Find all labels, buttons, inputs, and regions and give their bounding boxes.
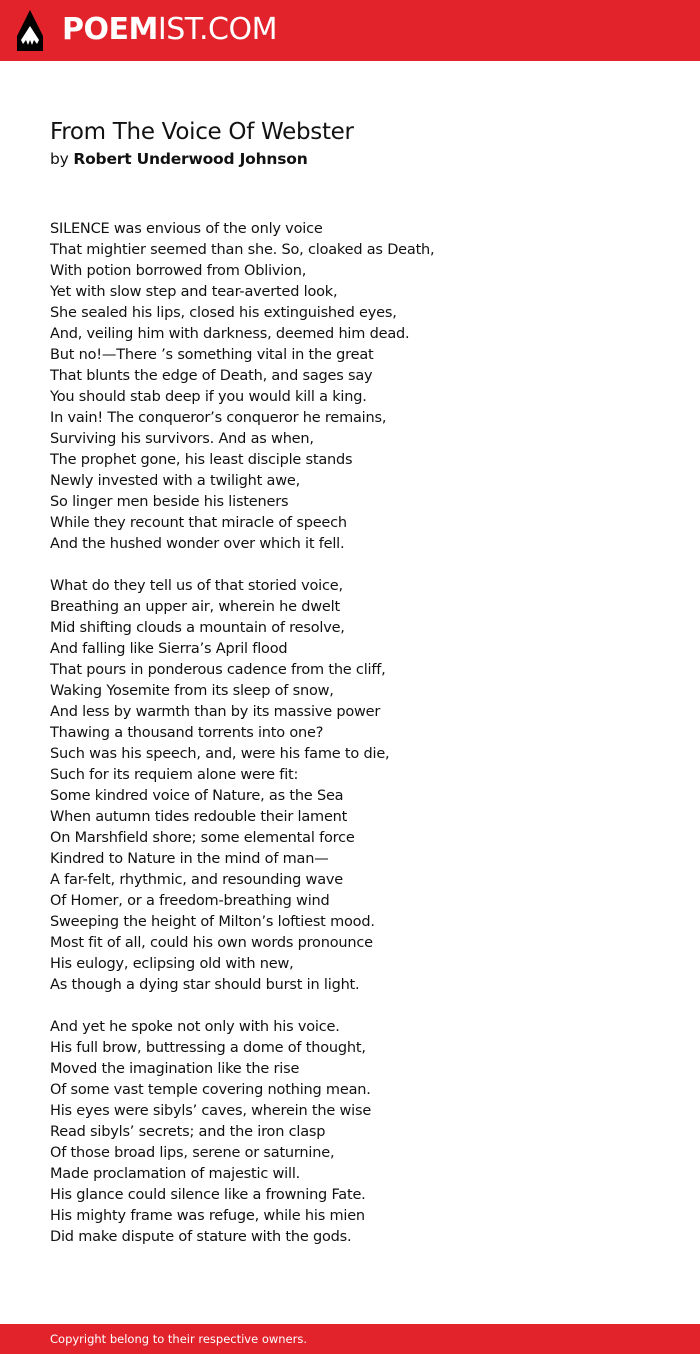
poem-line: That mightier seemed than she. So, cloaked as Death, xyxy=(50,242,435,258)
byline-prefix: by xyxy=(50,150,69,168)
poem-line: You should stab deep if you would kill a king. xyxy=(50,389,367,405)
poem-line: She sealed his lips, closed his extinguished eyes, xyxy=(50,305,397,321)
poem-line: His mighty frame was refuge, while his mien xyxy=(50,1208,365,1224)
poem-line: So linger men beside his listeners xyxy=(50,494,289,510)
poem-line: Such was his speech, and, were his fame to die, xyxy=(50,746,390,762)
poem-stanza xyxy=(50,576,670,996)
byline xyxy=(50,148,308,170)
poem-line: The prophet gone, his least disciple stands xyxy=(50,452,353,468)
poem-line: Newly invested with a twilight awe, xyxy=(50,473,300,489)
logo-text-bold: POEM xyxy=(62,12,158,47)
site-logo-link[interactable] xyxy=(62,12,277,48)
poem-line: And yet he spoke not only with his voice. xyxy=(50,1019,340,1035)
poem-line: And the hushed wonder over which it fell. xyxy=(50,536,345,552)
poem-line: But no!—There ’s something vital in the great xyxy=(50,347,374,363)
poem-line: Kindred to Nature in the mind of man— xyxy=(50,851,329,867)
poem-line: Sweeping the height of Milton’s loftiest mood. xyxy=(50,914,375,930)
poem-line: Such for its requiem alone were fit: xyxy=(50,767,299,783)
poem-line: While they recount that miracle of speech xyxy=(50,515,347,531)
poem-line: Read sibyls’ secrets; and the iron clasp xyxy=(50,1124,326,1140)
poem-line: Waking Yosemite from its sleep of snow, xyxy=(50,683,334,699)
poem-line: And falling like Sierra’s April flood xyxy=(50,641,288,657)
logo-text-rest: IST.COM xyxy=(157,12,277,47)
poem-line: Surviving his survivors. And as when, xyxy=(50,431,314,447)
poem-line: And less by warmth than by its massive power xyxy=(50,704,381,720)
poem-line: His eulogy, eclipsing old with new, xyxy=(50,956,294,972)
poem-line: Yet with slow step and tear-averted look, xyxy=(50,284,338,300)
poem-line: And, veiling him with darkness, deemed him dead. xyxy=(50,326,410,342)
poem-line: When autumn tides redouble their lament xyxy=(50,809,348,825)
poem-line: Thawing a thousand torrents into one? xyxy=(50,725,324,741)
poem-line: His glance could silence like a frowning Fate. xyxy=(50,1187,366,1203)
poem-line: Did make dispute of stature with the gods. xyxy=(50,1229,352,1245)
site-footer xyxy=(0,1324,700,1354)
poem-line: SILENCE was envious of the only voice xyxy=(50,221,323,237)
poem-line: Of Homer, or a freedom-breathing wind xyxy=(50,893,330,909)
poem-stanza xyxy=(50,1017,670,1248)
poem-line: What do they tell us of that storied voice, xyxy=(50,578,343,594)
site-header xyxy=(0,0,700,61)
poem-line: That pours in ponderous cadence from the cliff, xyxy=(50,662,386,678)
poem-body xyxy=(50,219,670,1269)
poem-line: His full brow, buttressing a dome of thought, xyxy=(50,1040,366,1056)
poem-line: On Marshfield shore; some elemental force xyxy=(50,830,355,846)
author-name: Robert Underwood Johnson xyxy=(73,150,308,168)
poem-line: Some kindred voice of Nature, as the Sea xyxy=(50,788,344,804)
copyright-text: Copyright belong to their respective owners. xyxy=(50,1332,308,1346)
poem-line: His eyes were sibyls’ caves, wherein the wise xyxy=(50,1103,372,1119)
poem-line: Made proclamation of majestic will. xyxy=(50,1166,301,1182)
poem-line: Moved the imagination like the rise xyxy=(50,1061,300,1077)
poem-line: A far-felt, rhythmic, and resounding wave xyxy=(50,872,343,888)
poem-line: Most fit of all, could his own words pronounce xyxy=(50,935,373,951)
poem-line: In vain! The conqueror’s conqueror he remains, xyxy=(50,410,387,426)
poem-stanza xyxy=(50,219,670,555)
poem-line: That blunts the edge of Death, and sages say xyxy=(50,368,373,384)
pencil-tip-icon xyxy=(17,10,43,51)
poem-line: As though a dying star should burst in light. xyxy=(50,977,360,993)
poem-line: With potion borrowed from Oblivion, xyxy=(50,263,307,279)
poem-line: Of some vast temple covering nothing mean. xyxy=(50,1082,371,1098)
poem-line: Of those broad lips, serene or saturnine, xyxy=(50,1145,335,1161)
poem-line: Mid shifting clouds a mountain of resolve, xyxy=(50,620,345,636)
poem-line: Breathing an upper air, wherein he dwelt xyxy=(50,599,340,615)
poem-title: From The Voice Of Webster xyxy=(50,119,354,145)
